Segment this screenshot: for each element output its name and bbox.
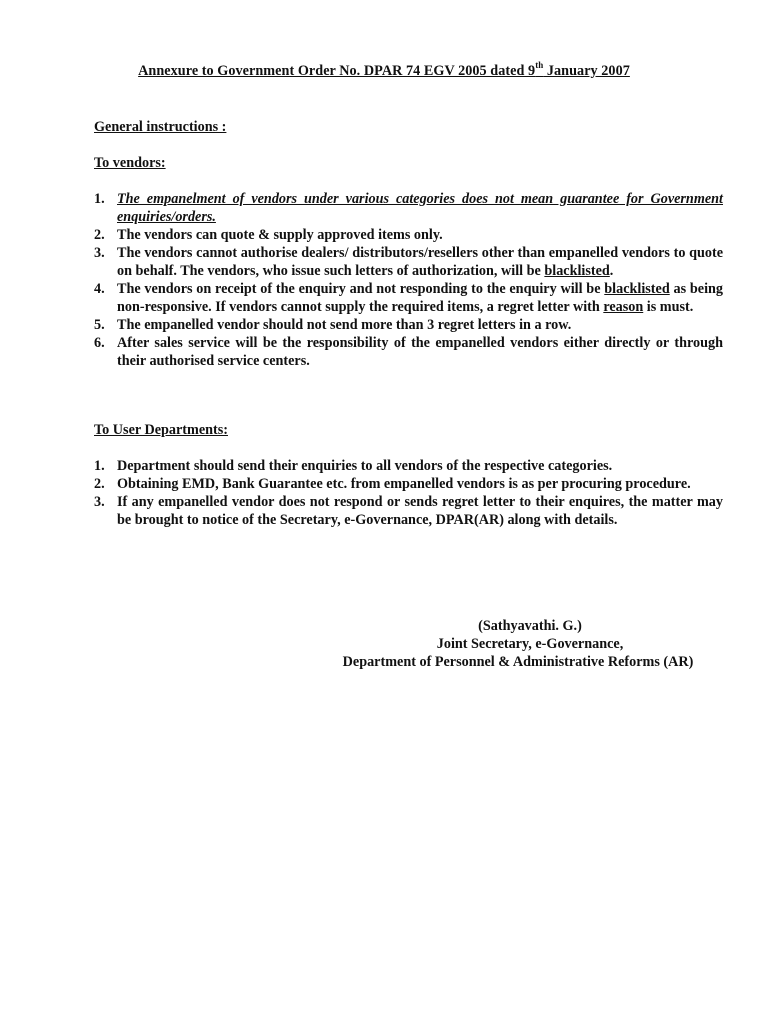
list-number: 4. — [94, 281, 105, 297]
signatory-department: Department of Personnel & Administrative Reforms (AR) — [342, 654, 694, 670]
list-number: 3. — [94, 245, 105, 261]
list-text: After sales service will be the responsibility of the empanelled vendors either directly or through their authorised service centers. — [117, 335, 723, 369]
list-text: The empanelment of vendors under various categories does not mean guarantee for Government enquiries/orders. — [117, 191, 723, 225]
list-text: If any empanelled vendor does not respond or sends regret letter to their enquires, the matter may be brought to notice of the Secretary, e-Governance, DPAR(AR) along with details. — [117, 494, 723, 528]
list-number: 1. — [94, 458, 105, 474]
list-text: The vendors can quote & supply approved items only. — [117, 227, 443, 243]
list-number: 1. — [94, 191, 105, 207]
list-text: Obtaining EMD, Bank Guarantee etc. from empanelled vendors is as per procuring procedure. — [117, 476, 691, 492]
list-item — [94, 316, 723, 334]
list-item — [94, 280, 723, 316]
vendor-instructions-list — [94, 190, 723, 370]
general-instructions-heading: General instructions : — [94, 119, 227, 135]
list-item — [94, 475, 723, 493]
title-prefix: Annexure to Government Order No. DPAR 74 EGV 2005 dated 9 — [138, 63, 536, 79]
to-vendors-heading: To vendors: — [94, 155, 166, 171]
list-text: . — [609, 263, 614, 279]
signatory-name: (Sathyavathi. G.) — [478, 618, 582, 634]
list-text: The vendors cannot authorise dealers/ distributors/resellers other than empanelled vendors to quote on behalf. The vendors, who issue such letters of authorization, will be — [117, 245, 723, 279]
underlined-word: blacklisted — [604, 281, 670, 297]
list-number: 2. — [94, 476, 105, 492]
to-user-departments-heading: To User Departments: — [94, 422, 228, 438]
list-number: 5. — [94, 317, 105, 333]
underlined-word: blacklisted — [544, 263, 610, 279]
signatory-designation: Joint Secretary, e-Governance, — [436, 636, 624, 652]
list-item — [94, 334, 723, 370]
list-item — [94, 190, 723, 226]
title-text — [138, 60, 630, 79]
title-suffix: January 2007 — [543, 63, 630, 79]
list-text: is must. — [643, 299, 694, 315]
document-title — [0, 60, 768, 80]
list-number: 2. — [94, 227, 105, 243]
list-item — [94, 457, 723, 475]
list-item — [94, 244, 723, 280]
list-number: 6. — [94, 335, 105, 351]
list-number: 3. — [94, 494, 105, 510]
list-item — [94, 226, 723, 244]
list-text: The vendors on receipt of the enquiry and not responding to the enquiry will be — [117, 281, 605, 297]
list-item — [94, 493, 723, 529]
underlined-word: reason — [603, 299, 644, 315]
department-instructions-list — [94, 457, 723, 529]
title-superscript: th — [535, 60, 544, 71]
list-text: as being non-responsive. If vendors cannot supply the required items, a regret letter with — [117, 281, 723, 315]
list-text: Department should send their enquiries to all vendors of the respective categories. — [117, 458, 613, 474]
list-text: The empanelled vendor should not send more than 3 regret letters in a row. — [117, 317, 572, 333]
